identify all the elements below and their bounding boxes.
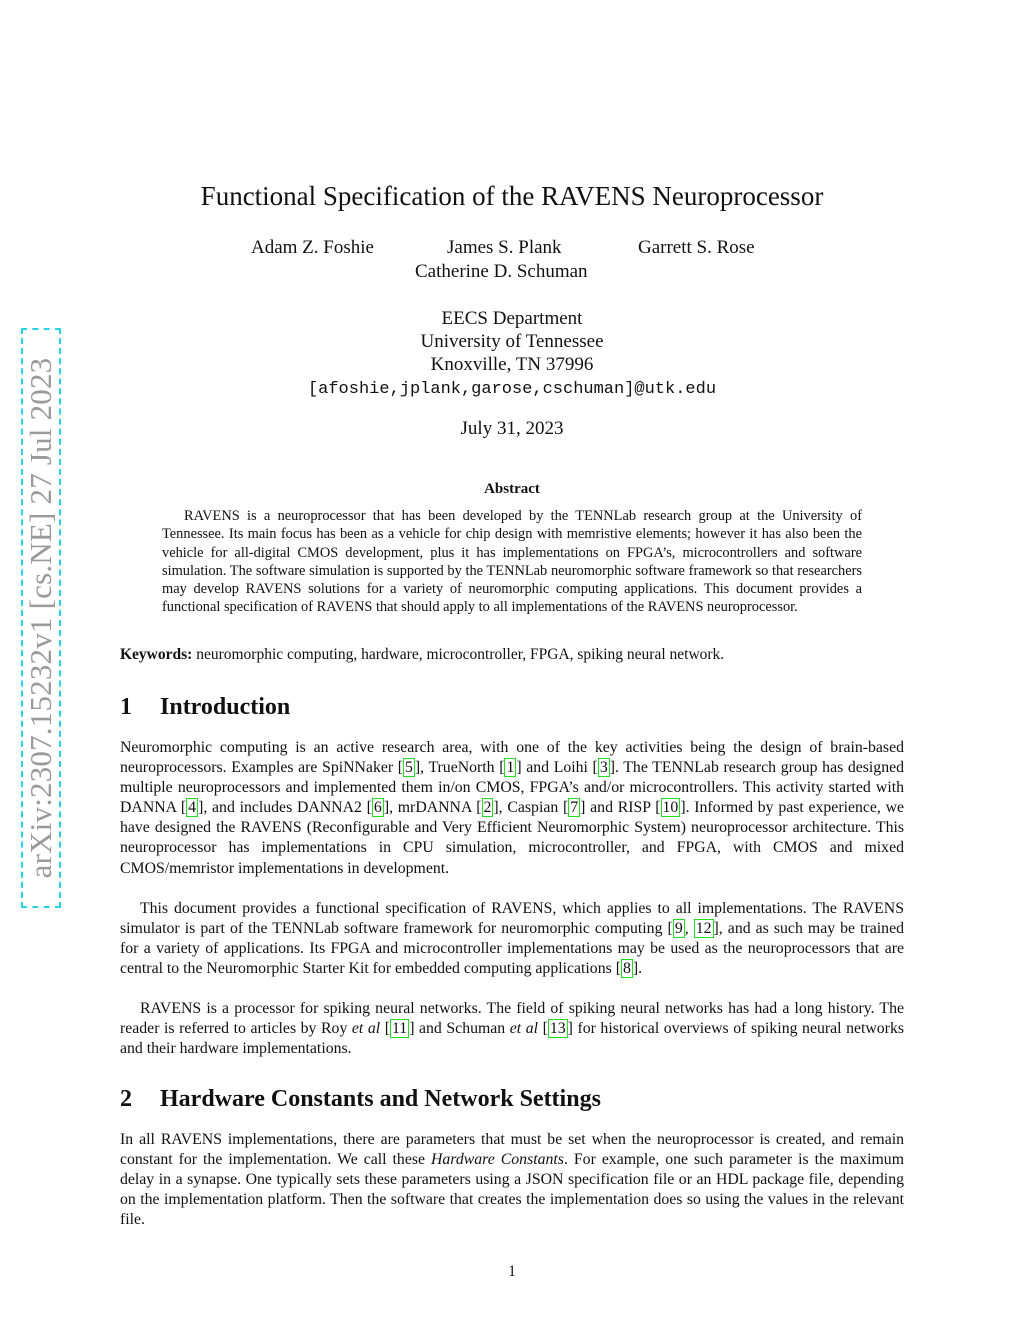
section-title: Introduction [160,694,291,720]
abstract-heading: Abstract [484,481,540,497]
citation-link[interactable]: 5 [405,759,413,777]
section2-paragraph-1: In all RAVENS implementations, there are parameters that must be set when the neuroprocessor is created, and remain constant for the implementation. We call these Hardware Constants. For example, one such parameter is the maximum delay in a synapse. One typically sets these parameters using a JSON specification file or an HDL package file, depending on the implementation platform. Then the software that creates the implementation does so using the values in the relevant file. [120,1131,904,1229]
citation-link[interactable]: 4 [188,799,197,817]
abstract-text: RAVENS is a neuroprocessor that has been developed by the TENNLab research group at the University of Tennessee. Its main focus has been as a vehicle for chip design with memristive elements; however it has also been the vehicle for all-digital CMOS development, plus it has implementations on FPGA’s, microcontrollers and software simulation. The software simulation is supported by the TENNLab neuromorphic software framework so that researchers may develop RAVENS solutions for a variety of neuromorphic computing applications. This document provides a functional specification of RAVENS that should apply to all implementations of the RAVENS neuroprocessor. [162,508,862,616]
intro-paragraph-3: RAVENS is a processor for spiking neural networks. The field of spiking neural networks has had a long history. The reader is referred to articles by Roy et al [ 11 ] and Schuman et al [ 13 ] for historical overviews of spiking neural networks and their hardware implementations. [120,1000,904,1058]
citation-link[interactable]: 7 [570,799,579,817]
author-emails: [afoshie,jplank,garose,cschuman]@utk.edu [307,380,717,399]
intro-paragraph-1: Neuromorphic computing is an active research area, with one of the key activities being the design of brain-based neuroprocessors. Examples are SpiNNaker [ 5 ], TrueNorth [ 1 ] and Loihi [ 3 ]. The TENNLab research group has designed multiple neuroprocessors and implemented them in/on CMOS, FPGA’s and/or microcontrollers. This activity started with DANNA [ 4 ], and includes DANNA2 [ 6 ], mrDANNA [ 2 ], Caspian [ 7 ] and RISP [ 10 ]. Informed by past experience, we have designed the RAVENS (Reconfigurable and Very Efficient Neuromorphic System) neuroprocessor architecture. This neuroprocessor has implementations in CPU simulation, microcontroller, and FPGA, with CMOS and mixed CMOS/memristor implementations in development. [120,739,905,877]
keywords-line [120,646,904,664]
section-number: 2 [120,1086,132,1112]
author-foshie: Adam Z. Foshie [251,237,374,258]
affiliation-university: University of Tennessee [420,331,604,352]
citation-link[interactable]: 6 [373,799,382,817]
citation-link[interactable]: 13 [549,1020,566,1038]
citation-link[interactable]: 2 [483,799,492,817]
author-rose: Garrett S. Rose [638,237,755,258]
paper-title: Functional Specification of the RAVENS Neuroprocessor [200,181,824,211]
page-number: 1 [508,1263,516,1280]
intro-paragraph-2: This document provides a functional specification of RAVENS, which applies to all implementations. The RAVENS simulator is part of the TENNLab software framework for neuromorphic computing [ 9 , 12 ], and as such may be trained for a variety of applications. Its FPGA and microcontroller implementations may be used as the neuroprocessors that are central to the Neuromorphic Starter Kit for embedded computing applications [ 8 ]. [120,900,904,978]
section-heading-hardware-constants [120,1086,601,1113]
author-schuman: Catherine D. Schuman [415,261,588,282]
citation-link[interactable]: 8 [622,960,631,978]
arxiv-stamp [21,328,61,908]
citation-link[interactable]: 12 [695,920,712,938]
affiliation-dept: EECS Department [441,308,583,329]
section-title: Hardware Constants and Network Settings [160,1086,601,1112]
author-plank: James S. Plank [447,237,562,258]
arxiv-stamp-text: arXiv:2307.15232v1 [cs.NE] 27 Jul 2023 [23,357,58,879]
affiliation-city: Knoxville, TN 37996 [430,354,594,375]
citation-link[interactable]: 1 [506,759,515,777]
keywords-label: Keywords: [120,646,193,663]
citation-link[interactable]: 3 [599,759,608,777]
keywords-text: neuromorphic computing, hardware, microcontroller, FPGA, spiking neural network. [192,646,725,663]
section-heading-introduction [120,694,290,721]
citation-link[interactable]: 10 [662,799,679,817]
paper-date: July 31, 2023 [460,418,564,439]
section-number: 1 [120,694,132,720]
citation-link[interactable]: 11 [391,1020,408,1038]
citation-link[interactable]: 9 [674,920,683,938]
